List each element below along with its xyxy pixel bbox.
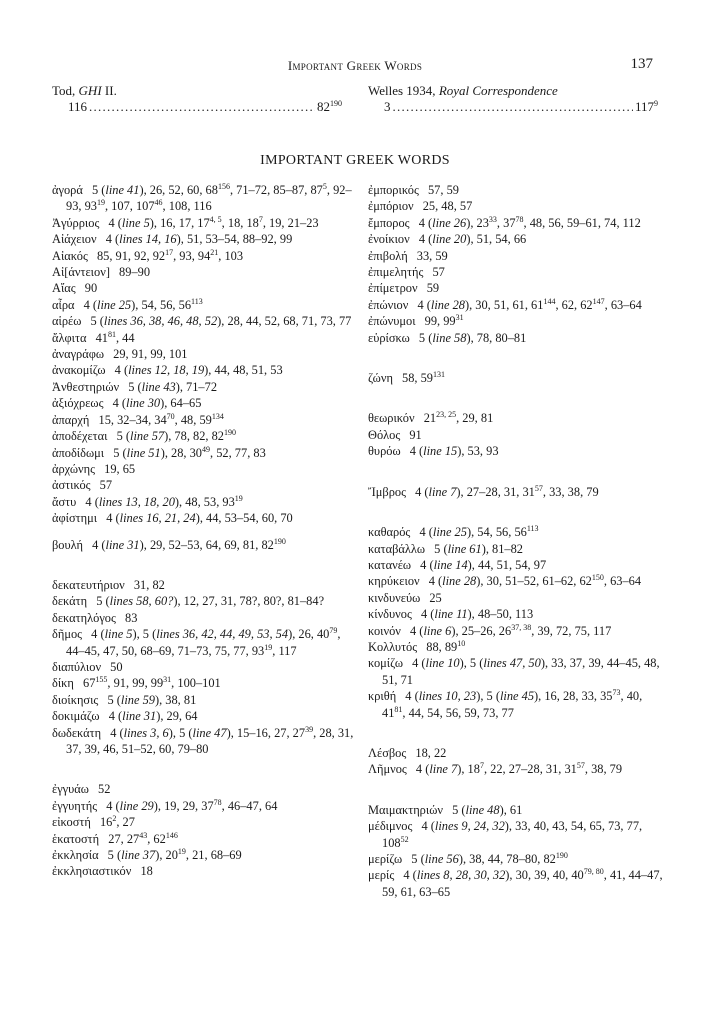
index-entry: Αἴας 90 xyxy=(52,281,98,296)
index-entry: Αἰ[άντειον] 89–90 xyxy=(52,265,151,280)
index-column-left xyxy=(52,182,356,880)
index-entry: ἐπιμελητής 57 xyxy=(368,265,445,280)
index-entry: βουλή 4 (line 31), 29, 52–53, 64, 69, 81, $82^{190}$ xyxy=(52,536,286,552)
index-entry: ἐκκλησία 5 (line 37), $20^{19}$, 21, 68–69 xyxy=(52,847,242,863)
running-head xyxy=(0,58,710,78)
index-entry: ἀγορά 5 (line 41), 26, 52, 60, $68^{156}$, 71–72, 85–87, $87^5$, 92–93, $93^{19}$, 107, $107^{46}$, 108, 116 xyxy=(52,182,352,214)
index-entry: δίκη $67^{155}$, 91, 99, $99^{31}$, 100–101 xyxy=(52,675,221,691)
index-entry: μέδιμνος 4 (lines 9, 24, 32), 33, 40, 43, 54, 65, 73, 77, $108^{52}$ xyxy=(368,819,643,850)
index-entry: ἐμπόριον 25, 48, 57 xyxy=(368,199,473,214)
index-entry: δεκατηλόγος 83 xyxy=(52,610,138,625)
index-entry: Ἀγύρριος 4 (line 5), 16, 17, 17$^{4, 5}$, 18, $18^7$, 19, 21–23 xyxy=(52,214,319,230)
index-entry: καθαρός 4 (line 25), 54, 56, $56^{113}$ xyxy=(368,524,539,540)
index-entry: ἐπώνιον 4 (line 28), 30, 51, 61, $61^{144}$, 62, $62^{147}$, 63–64 xyxy=(368,296,642,312)
index-entry: διαπύλιον 50 xyxy=(52,659,123,674)
index-entry: ζώνη 58, $59^{131}$ xyxy=(368,370,445,386)
index-entry: Αἰάχειον 4 (lines 14, 16), 51, 53–54, 88–92, 99 xyxy=(52,232,293,247)
index-entry: Ἀνθεστηριών 5 (line 43), 71–72 xyxy=(52,379,218,394)
index-column-right xyxy=(368,182,664,900)
index-entry: μερίζω 5 (line 56), 38, 44, 78–80, $82^{190}$ xyxy=(368,851,568,866)
index-entry: ἐνοίκιον 4 (line 20), 51, 54, 66 xyxy=(368,232,527,247)
index-entry: κοινόν 4 (line 6), 25–26, 26$^{37, 38}$, 39, 72, 75, 117 xyxy=(368,622,612,638)
index-entry: ἔμπορος 4 (line 26), $23^{33}$, $37^{78}$, 48, 56, 59–61, 74, 112 xyxy=(368,214,641,230)
index-entry: δῆμος 4 (line 5), 5 (lines 36, 42, 44, 49, 53, 54), 26, $40^{79}$, 44–45, 47, 50, 68–69, 71–73, 75, 77, $93^{19}$, 117 xyxy=(52,626,341,658)
index-entry: κριθή 4 (lines 10, 23), 5 (line 45), 16, 28, 33, $35^{73}$, 40, $41^{81}$, 44, 54, 56, 59, 73, 77 xyxy=(368,688,643,720)
index-entry: θυρόω 4 (line 15), 53, 93 xyxy=(368,444,499,459)
index-entry: ἀστικός 57 xyxy=(52,478,113,493)
index-entry: ἀρχώνης 19, 65 xyxy=(52,461,136,476)
index-entry: θεωρικόν 21$^{23, 25}$, 29, 81 xyxy=(368,410,494,426)
index-entry: ἀνακομίζω 4 (lines 12, 18, 19), 44, 48, 51, 53 xyxy=(52,363,283,378)
index-entry: Λέσβος 18, 22 xyxy=(368,745,447,760)
index-entry: ἀποδέχεται 5 (line 57), 78, 82, $82^{190}$ xyxy=(52,428,236,444)
index-entry: ἄστυ 4 (lines 13, 18, 20), 48, 53, $93^{19}$ xyxy=(52,493,243,509)
index-entry: ἐπώνυμοι 99, $99^{31}$ xyxy=(368,313,464,329)
index-entry: μερίς 4 (lines 8, 28, 30, 32), 30, 39, 40, 40$^{79, 80}$, 41, 44–47, 59, 61, 63–65 xyxy=(368,867,663,899)
page-number: 137 xyxy=(630,56,653,72)
index-entry: ἐγγυητής 4 (line 29), 19, 29, $37^{78}$, 46–47, 64 xyxy=(52,797,278,813)
index-entry: αἱρέω 5 (lines 36, 38, 46, 48, 52), 28, 44, 52, 68, 71, 73, 77 xyxy=(52,314,352,329)
index-entry: ἀποδίδωμι 5 (line 51), 28, $30^{49}$, 52, 77, 83 xyxy=(52,444,266,460)
index-entry: ἐπίμετρον 59 xyxy=(368,281,440,296)
index-entry: Λῆμνος 4 (line 7), $18^7$, 22, 27–28, 31, $31^{57}$, 38, 79 xyxy=(368,761,623,777)
index-entry: ἀφίστημι 4 (lines 16, 21, 24), 44, 53–54, 60, 70 xyxy=(52,511,293,526)
index-entry: δεκατευτήριον 31, 82 xyxy=(52,577,165,592)
crossref-welles: Welles 1934, Royal Correspondence 3 . . . $117^9$ xyxy=(368,83,658,115)
index-entry: Μαιμακτηριών 5 (line 48), 61 xyxy=(368,802,523,817)
index-entry: ἄλφιτα $41^{81}$, 44 xyxy=(52,329,135,345)
index-entry: καταβάλλω 5 (line 61), 81–82 xyxy=(368,541,523,556)
section-title: IMPORTANT GREEK WORDS xyxy=(260,153,450,168)
index-entry: Κολλυτός 88, $89^{10}$ xyxy=(368,638,466,654)
index-entry: ἐπιβολή 33, 59 xyxy=(368,248,448,263)
index-entry: κομίζω 4 (line 10), 5 (lines 47, 50), 33, 37, 39, 44–45, 48, 51, 71 xyxy=(368,656,660,687)
index-entry: δεκάτη 5 (lines 58, 60?), 12, 27, 31, 78?, 80?, 81–84? xyxy=(52,594,325,609)
index-entry: εἰκοστή $16^2$, 27 xyxy=(52,814,135,830)
index-entry: ἑκατοστή 27, $27^{43}$, $62^{146}$ xyxy=(52,830,178,846)
index-entry: ἀπαρχή 15, 32–34, $34^{70}$, 48, $59^{134}$ xyxy=(52,411,224,427)
index-entry: κινδυνεύω 25 xyxy=(368,590,442,605)
index-entry: κηρύκειον 4 (line 28), 30, 51–52, 61–62, $62^{150}$, 63–64 xyxy=(368,573,642,589)
index-entry: διοίκησις 5 (line 59), 38, 81 xyxy=(52,692,197,707)
index-entry: κίνδυνος 4 (line 11), 48–50, 113 xyxy=(368,607,534,622)
index-entry: Ἴμβρος 4 (line 7), 27–28, 31, $31^{57}$, 33, 38, 79 xyxy=(368,483,599,499)
index-entry: εὑρίσκω 5 (line 58), 78, 80–81 xyxy=(368,330,527,345)
index-entry: ἀξιόχρεως 4 (line 30), 64–65 xyxy=(52,396,202,411)
index-entry: δωδεκάτη 4 (lines 3, 6), 5 (line 47), 15–16, 27, $27^{39}$, 28, 31, 37, 39, 46, 51–52, 60, 79–80 xyxy=(52,724,354,756)
index-entry: δοκιμάζω 4 (line 31), 29, 64 xyxy=(52,709,198,724)
index-entry: ἀναγράφω 29, 91, 99, 101 xyxy=(52,347,188,362)
index-entry: ἐκκλησιαστικόν 18 xyxy=(52,864,153,879)
running-title: Important Greek Words xyxy=(287,58,423,73)
index-entry: Αἰακός 85, 91, 92, $92^{17}$, 93, $94^{21}$, 103 xyxy=(52,247,244,263)
index-entry: Θόλος 91 xyxy=(368,427,422,442)
index-entry: ἐμπορικός 57, 59 xyxy=(368,183,459,197)
index-entry: κατανέω 4 (line 14), 44, 51, 54, 97 xyxy=(368,557,547,572)
index-entry: ἐγγυάω 52 xyxy=(52,782,111,797)
crossref-tod: Tod, GHI II. 116 . . . $82^{190}$ xyxy=(52,83,342,115)
index-entry: αἶρα 4 (line 25), 54, 56, $56^{113}$ xyxy=(52,296,203,312)
